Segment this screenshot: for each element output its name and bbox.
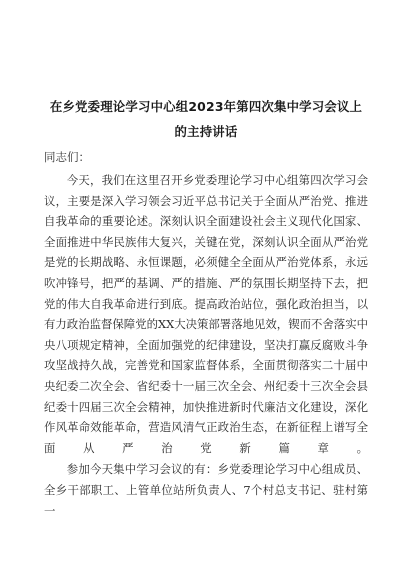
document-title: 在乡党委理论学习中心组2023年第四次集中学习会议上的主持讲话 xyxy=(49,99,363,139)
document-body xyxy=(44,170,368,521)
body-paragraph: 今天，我们在这里召开乡党委理论学习中心组第四次学习会议，主要是深入学习领会习近平总书记关于全面从严治党、推进自我革命的重要论述。深刻认识全面建设社会主义现代化国家、全面推进中华民族伟大复兴，关键在党，深刻认识全面从严治党是党的长期战略、永恒课题，必须健全全面从严治党体系，永远吹冲锋号，把严的基调、严的措施、严的氛围长期坚持下去，把党的伟大自我革命进行到底。提高政治站位，强化政治担当，以有力政治监督保障党的XX大决策部署落地见效，锲而不舍落实中央八项规定精神，全面加强党的纪律建设，坚决打赢反腐败斗争攻坚战持久战，完善党和国家监督体系，全面贯彻落实二十届中央纪委二次全会、省纪委十一届三次全会、州纪委十三次全会县纪委十四届三次全会精神，加快推进新时代廉洁文化建设，深化作风革命效能革命，营造风清气正政治生态，在新征程上谱写全面从严治党新篇章。 xyxy=(44,173,368,455)
salutation: 同志们： xyxy=(44,150,90,164)
body-paragraph: 参加今天集中学习会议的有：乡党委理论学习中心组成员、全乡干部职工、上管单位站所负责人、7个村总支书记、驻村第一 xyxy=(44,462,368,518)
